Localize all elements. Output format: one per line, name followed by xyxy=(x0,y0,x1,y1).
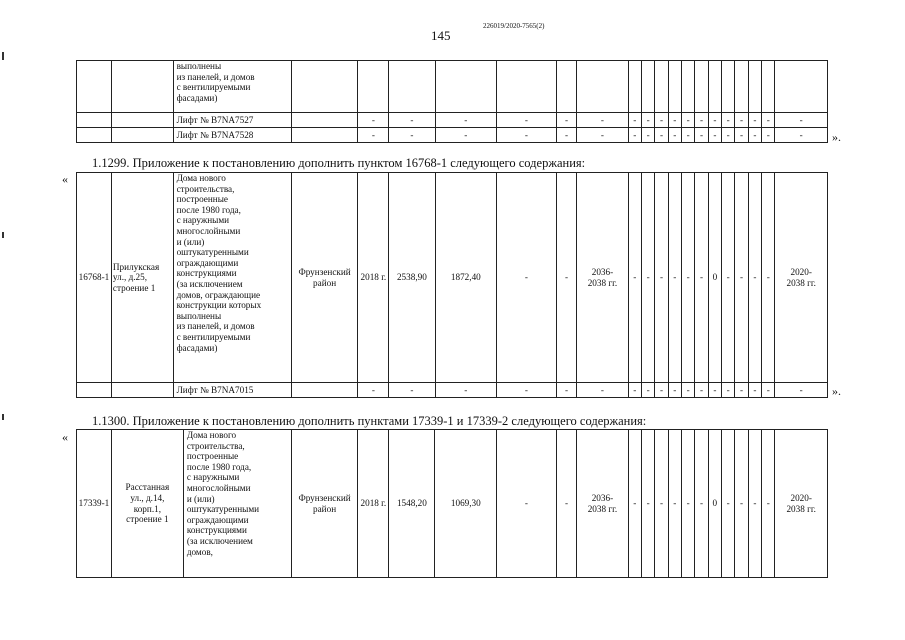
area-living-cell: 1872,40 xyxy=(435,173,497,383)
table-cell: - xyxy=(708,113,721,128)
empty-cell xyxy=(77,113,112,128)
year-cell: 2018 г. xyxy=(358,173,389,383)
opening-quote: « xyxy=(62,430,68,444)
table-cell: - xyxy=(389,383,435,398)
empty-cell xyxy=(556,61,577,113)
table-cell: - xyxy=(775,113,828,128)
table-cell: - xyxy=(655,173,668,383)
table-cell: - xyxy=(722,173,735,383)
area-total-cell: 1548,20 xyxy=(389,430,435,578)
table-cell: - xyxy=(577,383,628,398)
empty-cell xyxy=(291,113,358,128)
table-cell: - xyxy=(628,430,641,578)
empty-cell xyxy=(735,61,748,113)
table-cell: - xyxy=(735,173,748,383)
empty-cell xyxy=(577,61,628,113)
area-living-cell: 1069,30 xyxy=(435,430,497,578)
table-17339-1 xyxy=(76,429,828,578)
district-cell: Фрунзенский район xyxy=(291,430,358,578)
table-cell: - xyxy=(641,430,654,578)
lift-label: Лифт № В7NA7527 xyxy=(173,113,291,128)
table-cell: - xyxy=(358,128,389,143)
table-cell: - xyxy=(775,383,828,398)
closing-quote: ». xyxy=(832,130,841,144)
table-cell: - xyxy=(389,113,435,128)
table-cell: - xyxy=(682,173,695,383)
empty-cell xyxy=(111,128,173,143)
description-cell: выполнены из панелей, и домов с вентилируемыми фасадами) xyxy=(173,61,291,113)
table-cell: - xyxy=(695,430,708,578)
table-cell: - xyxy=(655,430,668,578)
empty-cell xyxy=(291,61,358,113)
table-cell: - xyxy=(577,128,628,143)
page-number: 145 xyxy=(431,28,451,43)
binding-mark xyxy=(2,414,4,420)
empty-cell xyxy=(748,61,761,113)
address-cell: Расстанная ул., д.14, корп.1, строение 1 xyxy=(111,430,183,578)
empty-cell xyxy=(628,61,641,113)
table-cell: - xyxy=(681,430,694,578)
empty-cell xyxy=(291,383,358,398)
binding-mark xyxy=(2,52,4,60)
empty-cell xyxy=(291,128,358,143)
table-cell: - xyxy=(735,128,748,143)
table-16768-1 xyxy=(76,172,828,398)
table-cell: - xyxy=(556,383,577,398)
table-cell: - xyxy=(556,430,577,578)
table-cell: - xyxy=(668,128,681,143)
table-cell: - xyxy=(556,173,577,383)
table-cell: - xyxy=(722,128,735,143)
table-cell: - xyxy=(358,383,389,398)
table-cell: - xyxy=(762,383,775,398)
table-cell: - xyxy=(497,113,557,128)
period2-cell: 2020- 2038 гг. xyxy=(775,173,828,383)
table-cell: - xyxy=(748,430,761,578)
year-cell: 2018 г. xyxy=(358,430,389,578)
binding-mark xyxy=(2,232,4,238)
table-cell: - xyxy=(748,173,761,383)
table-cell: - xyxy=(735,383,748,398)
lift-row xyxy=(77,128,828,143)
table-cell: 0 xyxy=(708,173,721,383)
table-cell: - xyxy=(695,383,708,398)
empty-cell xyxy=(497,61,557,113)
empty-cell xyxy=(389,61,435,113)
table-cell: - xyxy=(682,128,695,143)
empty-cell xyxy=(722,61,735,113)
lift-label: Лифт № В7NA7528 xyxy=(173,128,291,143)
table-cell: - xyxy=(628,173,641,383)
table-cell: - xyxy=(497,173,557,383)
empty-cell xyxy=(708,61,721,113)
table-cell: - xyxy=(655,128,668,143)
table-cell: - xyxy=(668,383,681,398)
item-number: 16768-1 xyxy=(77,173,112,383)
document-code: 226019/2020-7565(2) xyxy=(483,22,545,30)
table-cell: - xyxy=(435,113,497,128)
empty-cell xyxy=(77,383,112,398)
empty-cell xyxy=(435,61,497,113)
table-cell: - xyxy=(762,113,775,128)
table-cell: - xyxy=(748,383,761,398)
table-cell: - xyxy=(682,383,695,398)
closing-quote: ». xyxy=(832,384,841,398)
area-total-cell: 2538,90 xyxy=(389,173,435,383)
table-cell: - xyxy=(695,128,708,143)
table-cell: - xyxy=(748,128,761,143)
empty-cell xyxy=(682,61,695,113)
table-cell: - xyxy=(762,430,775,578)
period-cell: 2036- 2038 гг. xyxy=(577,173,628,383)
empty-cell xyxy=(762,61,775,113)
section-heading: 1.1300. Приложение к постановлению дополнить пунктами 17339-1 и 17339-2 следующего содержания: xyxy=(92,414,647,428)
empty-cell xyxy=(111,61,173,113)
empty-cell xyxy=(77,128,112,143)
table-cell: - xyxy=(641,128,654,143)
table-cell: - xyxy=(655,113,668,128)
table-cell: - xyxy=(762,128,775,143)
lift-row xyxy=(77,113,828,128)
table-cell: - xyxy=(435,383,497,398)
table-cell: - xyxy=(735,430,748,578)
empty-cell xyxy=(111,113,173,128)
table-cell: - xyxy=(748,113,761,128)
empty-cell xyxy=(695,61,708,113)
table-cell: - xyxy=(655,383,668,398)
table-cell: - xyxy=(556,113,577,128)
table-cell: 0 xyxy=(708,430,721,578)
table-cell: - xyxy=(358,113,389,128)
item-number: 17339-1 xyxy=(77,430,112,578)
table-continuation xyxy=(76,60,828,143)
table-cell: - xyxy=(708,128,721,143)
table-row xyxy=(77,430,828,578)
table-cell: - xyxy=(722,113,735,128)
table-cell: - xyxy=(668,173,681,383)
section-heading: 1.1299. Приложение к постановлению дополнить пунктом 16768-1 следующего содержания: xyxy=(92,156,586,170)
table-cell: - xyxy=(497,430,557,578)
lift-label: Лифт № В7NA7015 xyxy=(173,383,291,398)
table-cell: - xyxy=(775,128,828,143)
table-cell: - xyxy=(497,383,557,398)
table-cell: - xyxy=(628,383,641,398)
table-cell: - xyxy=(628,113,641,128)
table-cell: - xyxy=(668,430,681,578)
table-cell: - xyxy=(708,383,721,398)
description-cell: Дома нового строительства, построенные после 1980 года, с наружными многослойными и (или) оштукатуренными ограждающими конструкциями (за исключением домов, xyxy=(183,430,291,578)
table-cell: - xyxy=(722,430,735,578)
empty-cell xyxy=(111,383,173,398)
table-cell: - xyxy=(556,128,577,143)
table-cell: - xyxy=(389,128,435,143)
empty-cell xyxy=(77,61,112,113)
table-cell: - xyxy=(722,383,735,398)
table-cell: - xyxy=(668,113,681,128)
empty-cell xyxy=(775,61,828,113)
empty-cell xyxy=(668,61,681,113)
table-cell: - xyxy=(641,383,654,398)
table-cell: - xyxy=(695,113,708,128)
table-cell: - xyxy=(577,113,628,128)
address-cell: Прилукская ул., д.25, строение 1 xyxy=(111,173,173,383)
district-cell: Фрунзенский район xyxy=(291,173,358,383)
table-cell: - xyxy=(735,113,748,128)
period2-cell: 2020- 2038 гг. xyxy=(775,430,828,578)
empty-cell xyxy=(655,61,668,113)
table-cell: - xyxy=(641,113,654,128)
period-cell: 2036- 2038 гг. xyxy=(577,430,628,578)
lift-row xyxy=(77,383,828,398)
table-cell: - xyxy=(641,173,654,383)
table-cell: - xyxy=(695,173,708,383)
table-cell: - xyxy=(435,128,497,143)
description-cell: Дома нового строительства, построенные после 1980 года, с наружными многослойными и (или) оштукатуренными ограждающими конструкциями (за исключением домов, ограждающие конструкции которых выполнены из панелей, и домов с вентилируемыми фасадами) xyxy=(173,173,291,383)
table-cell: - xyxy=(497,128,557,143)
table-row xyxy=(77,173,828,383)
table-cell: - xyxy=(682,113,695,128)
empty-cell xyxy=(358,61,389,113)
table-row xyxy=(77,61,828,113)
empty-cell xyxy=(641,61,654,113)
opening-quote: « xyxy=(62,172,68,186)
table-cell: - xyxy=(762,173,775,383)
table-cell: - xyxy=(628,128,641,143)
